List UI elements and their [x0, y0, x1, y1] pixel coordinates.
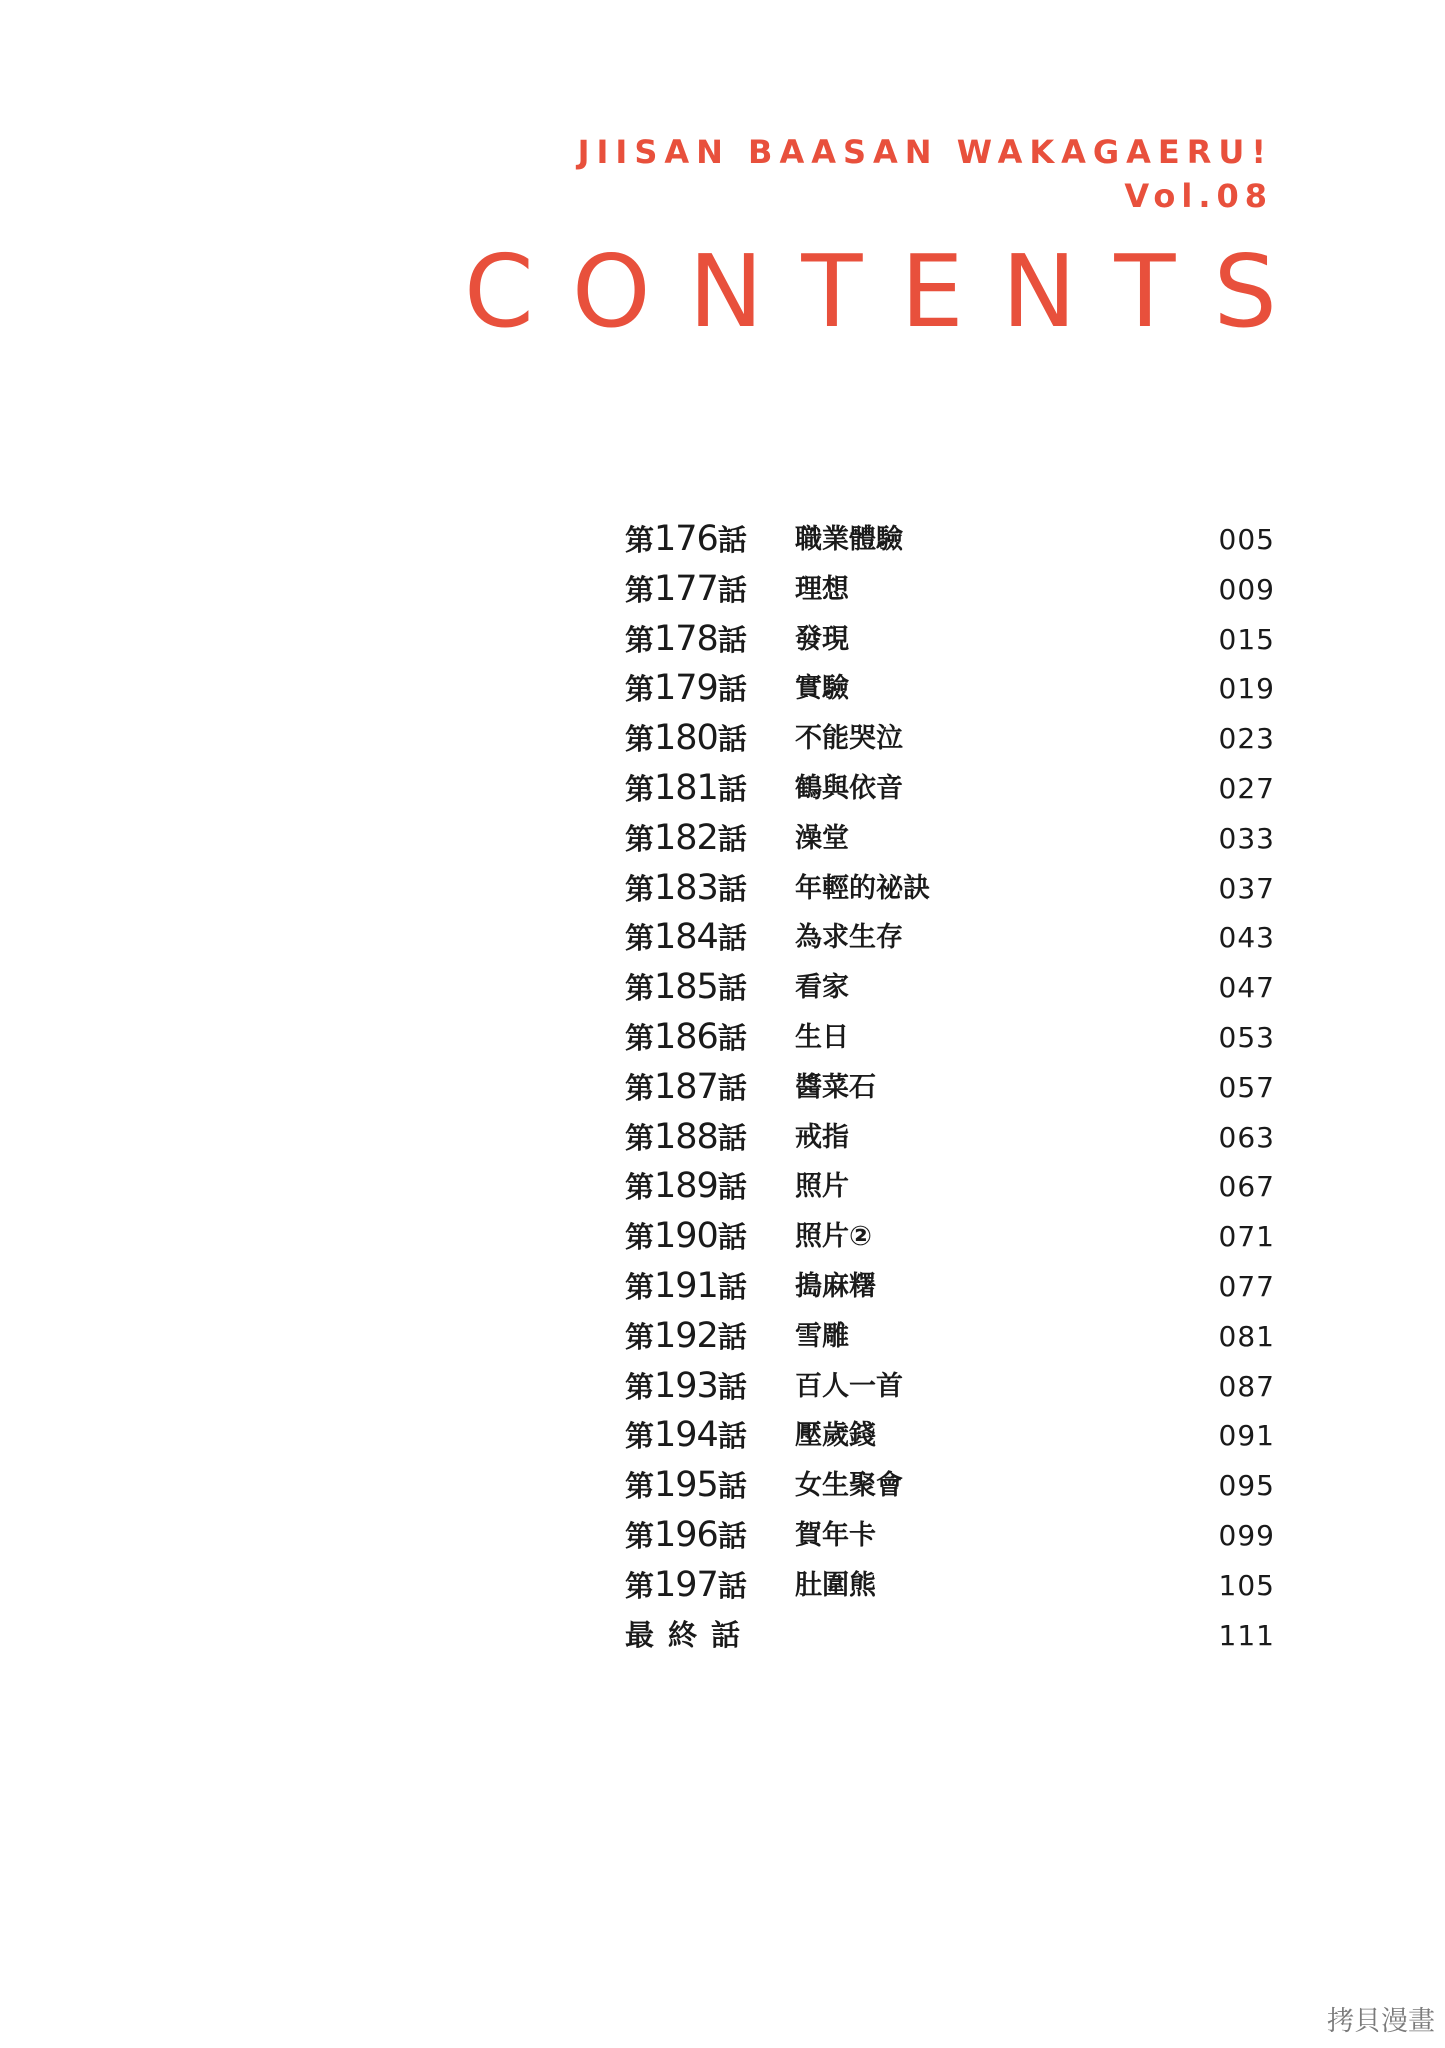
toc-row: [625, 1162, 1275, 1212]
chapter-number: 180: [654, 718, 718, 759]
chapter-label: [625, 1262, 747, 1313]
chapter-suffix: 話: [717, 672, 747, 707]
chapter-prefix: 第: [625, 1170, 655, 1205]
chapter-title: 醬菜石: [795, 1071, 876, 1103]
volume-header: [578, 130, 1273, 218]
chapter-label: [625, 1312, 747, 1363]
chapter-number: 195: [654, 1465, 718, 1506]
chapter-label: [625, 1561, 747, 1612]
chapter-number: 183: [654, 867, 718, 908]
contents-heading: CONTENTS: [464, 233, 1315, 350]
toc-row: [625, 664, 1275, 714]
page-number: 023: [1218, 722, 1275, 756]
chapter-suffix: 話: [717, 871, 747, 906]
chapter-suffix: 話: [717, 1170, 747, 1205]
chapter-prefix: 第: [625, 1469, 655, 1504]
chapter-number: 189: [654, 1166, 718, 1207]
page-number: 005: [1218, 523, 1275, 556]
chapter-prefix: 第: [625, 1020, 655, 1055]
chapter-prefix: 第: [625, 622, 655, 657]
chapter-title: 澡堂: [795, 822, 849, 854]
chapter-title: 肚圍熊: [795, 1569, 876, 1601]
toc-row: [625, 515, 1275, 565]
chapter-prefix: 第: [625, 1518, 655, 1553]
chapter-label: [625, 1411, 747, 1462]
chapter-suffix: 話: [717, 1419, 747, 1454]
chapter-title: 發現: [795, 623, 849, 655]
chapter-suffix: 話: [717, 1319, 747, 1354]
toc-row: [625, 565, 1275, 615]
chapter-title: 看家: [795, 972, 849, 1004]
chapter-suffix: 話: [717, 971, 747, 1006]
toc-row: [625, 913, 1275, 963]
chapter-suffix: 話: [717, 622, 747, 657]
chapter-number: 192: [654, 1315, 718, 1356]
chapter-prefix: 第: [625, 1568, 655, 1603]
chapter-number: 193: [654, 1365, 718, 1406]
chapter-label: [625, 963, 747, 1014]
chapter-suffix: 話: [717, 572, 747, 607]
chapter-prefix: 第: [625, 1220, 655, 1255]
chapter-title: 鶴與依音: [795, 772, 903, 804]
page-number: 081: [1218, 1319, 1275, 1353]
table-of-contents: [625, 515, 1275, 1660]
chapter-title: 年輕的祕訣: [795, 872, 930, 904]
page-number: 057: [1218, 1070, 1275, 1104]
chapter-suffix: 話: [717, 1070, 747, 1105]
chapter-title: 壓歲錢: [795, 1420, 876, 1452]
chapter-label: [625, 714, 747, 765]
toc-row: [625, 1113, 1275, 1163]
chapter-number: 188: [654, 1116, 718, 1157]
toc-row: [625, 764, 1275, 814]
chapter-number: 194: [654, 1415, 718, 1456]
chapter-title: 女生聚會: [795, 1470, 903, 1502]
chapter-number: 177: [654, 568, 718, 609]
chapter-prefix: 第: [625, 572, 655, 607]
chapter-prefix: 第: [625, 1120, 655, 1155]
page-number: 043: [1218, 921, 1275, 955]
chapter-prefix: 第: [625, 1269, 655, 1304]
page-number: 037: [1218, 871, 1275, 905]
chapter-title: 百人一首: [795, 1370, 903, 1402]
page-number: 015: [1218, 622, 1275, 656]
page-number: 099: [1218, 1518, 1275, 1552]
chapter-suffix: 話: [717, 1269, 747, 1304]
page-number: 019: [1218, 672, 1275, 706]
chapter-number: 187: [654, 1066, 718, 1107]
chapter-number: 190: [654, 1216, 718, 1257]
chapter-title: 搗麻糬: [795, 1270, 876, 1302]
page-number: 087: [1218, 1369, 1275, 1403]
chapter-number: 176: [654, 519, 718, 559]
chapter-prefix: 第: [625, 722, 655, 757]
chapter-label: [625, 515, 747, 566]
chapter-prefix: 第: [625, 672, 655, 707]
chapter-suffix: 話: [717, 771, 747, 806]
chapter-title: 不能哭泣: [795, 723, 903, 755]
chapter-label: [625, 664, 747, 715]
watermark-text: 拷貝漫畫: [1327, 2006, 1435, 2037]
page-number: 027: [1218, 771, 1275, 805]
chapter-title: 照片②: [795, 1221, 872, 1253]
chapter-suffix: 話: [717, 1120, 747, 1155]
toc-row: [625, 1262, 1275, 1312]
chapter-label: [625, 1063, 747, 1114]
chapter-number: 197: [654, 1564, 718, 1605]
chapter-number: 184: [654, 917, 718, 958]
chapter-prefix: 第: [625, 821, 655, 856]
page-number: 095: [1218, 1469, 1275, 1503]
chapter-title: 戒指: [795, 1121, 849, 1153]
chapter-title: 職業體驗: [795, 524, 903, 555]
chapter-prefix: 第: [625, 971, 655, 1006]
chapter-prefix: 第: [625, 523, 655, 557]
chapter-suffix: 話: [717, 821, 747, 856]
chapter-label: [625, 1162, 747, 1213]
chapter-label: [625, 565, 747, 616]
chapter-prefix: 第: [625, 1369, 655, 1404]
chapter-label: [625, 764, 747, 815]
chapter-number: 181: [654, 767, 718, 808]
toc-row: [625, 864, 1275, 914]
chapter-label: [625, 1212, 747, 1263]
toc-row: [625, 1511, 1275, 1561]
chapter-number: 186: [654, 1016, 718, 1057]
toc-row: [625, 714, 1275, 764]
volume-number: Vol.08: [1124, 177, 1273, 215]
chapter-label: [625, 1113, 747, 1164]
toc-row: [625, 615, 1275, 665]
toc-row: [625, 1411, 1275, 1461]
chapter-title: 實驗: [795, 673, 849, 705]
chapter-number: 185: [654, 967, 718, 1008]
chapter-suffix: 話: [717, 523, 747, 557]
chapter-label: [625, 1461, 747, 1512]
chapter-number: 178: [654, 618, 718, 659]
chapter-prefix: 第: [625, 1070, 655, 1105]
chapter-title: 照片: [795, 1171, 849, 1203]
chapter-title: 理想: [795, 573, 849, 605]
page-number: 071: [1218, 1220, 1275, 1254]
toc-row: [625, 1063, 1275, 1113]
chapter-label: [625, 1013, 747, 1064]
chapter-suffix: 話: [717, 921, 747, 956]
chapter-label: [625, 1511, 747, 1562]
toc-row: [625, 1561, 1275, 1611]
toc-row: [625, 963, 1275, 1013]
chapter-suffix: 話: [717, 1518, 747, 1553]
chapter-prefix: 第: [625, 1319, 655, 1354]
chapter-label: [625, 913, 747, 964]
page-number: 111: [1218, 1618, 1275, 1652]
page-number: 047: [1218, 971, 1275, 1005]
page-number: 077: [1218, 1269, 1275, 1303]
chapter-label: [625, 1362, 747, 1413]
toc-row: [625, 1312, 1275, 1362]
page-number: 009: [1218, 572, 1275, 606]
chapter-title: 雪雕: [795, 1320, 849, 1352]
toc-row: [625, 814, 1275, 864]
chapter-title: 賀年卡: [795, 1519, 876, 1551]
chapter-suffix: 話: [717, 1568, 747, 1603]
series-title: JIISAN BAASAN WAKAGAERU!: [577, 133, 1273, 171]
page-number: 105: [1218, 1568, 1275, 1602]
chapter-number: 191: [654, 1265, 718, 1306]
chapter-title: 為求生存: [795, 922, 903, 954]
page-number: 091: [1218, 1419, 1275, 1453]
chapter-prefix: 第: [625, 1419, 655, 1454]
toc-row: [625, 1461, 1275, 1511]
toc-row: [625, 1362, 1275, 1412]
page-number: 053: [1218, 1020, 1275, 1054]
toc-row: [625, 1013, 1275, 1063]
chapter-number: 196: [654, 1514, 718, 1555]
chapter-suffix: 話: [717, 722, 747, 757]
chapter-label: [625, 864, 747, 915]
toc-row-final: [625, 1611, 1275, 1661]
chapter-prefix: 第: [625, 771, 655, 806]
page-number: 063: [1218, 1120, 1275, 1154]
chapter-prefix: 第: [625, 871, 655, 906]
chapter-number: 179: [654, 668, 718, 709]
chapter-number: 182: [654, 817, 718, 858]
final-chapter-label: 最終話: [625, 1617, 755, 1652]
chapter-suffix: 話: [717, 1020, 747, 1055]
chapter-suffix: 話: [717, 1220, 747, 1255]
chapter-suffix: 話: [717, 1369, 747, 1404]
page-number: 033: [1218, 821, 1275, 855]
page-number: 067: [1218, 1170, 1275, 1204]
chapter-suffix: 話: [717, 1469, 747, 1504]
toc-row: [625, 1212, 1275, 1262]
chapter-title: 生日: [795, 1021, 849, 1053]
chapter-label: [625, 814, 747, 865]
chapter-prefix: 第: [625, 921, 655, 956]
chapter-label: [625, 615, 747, 666]
